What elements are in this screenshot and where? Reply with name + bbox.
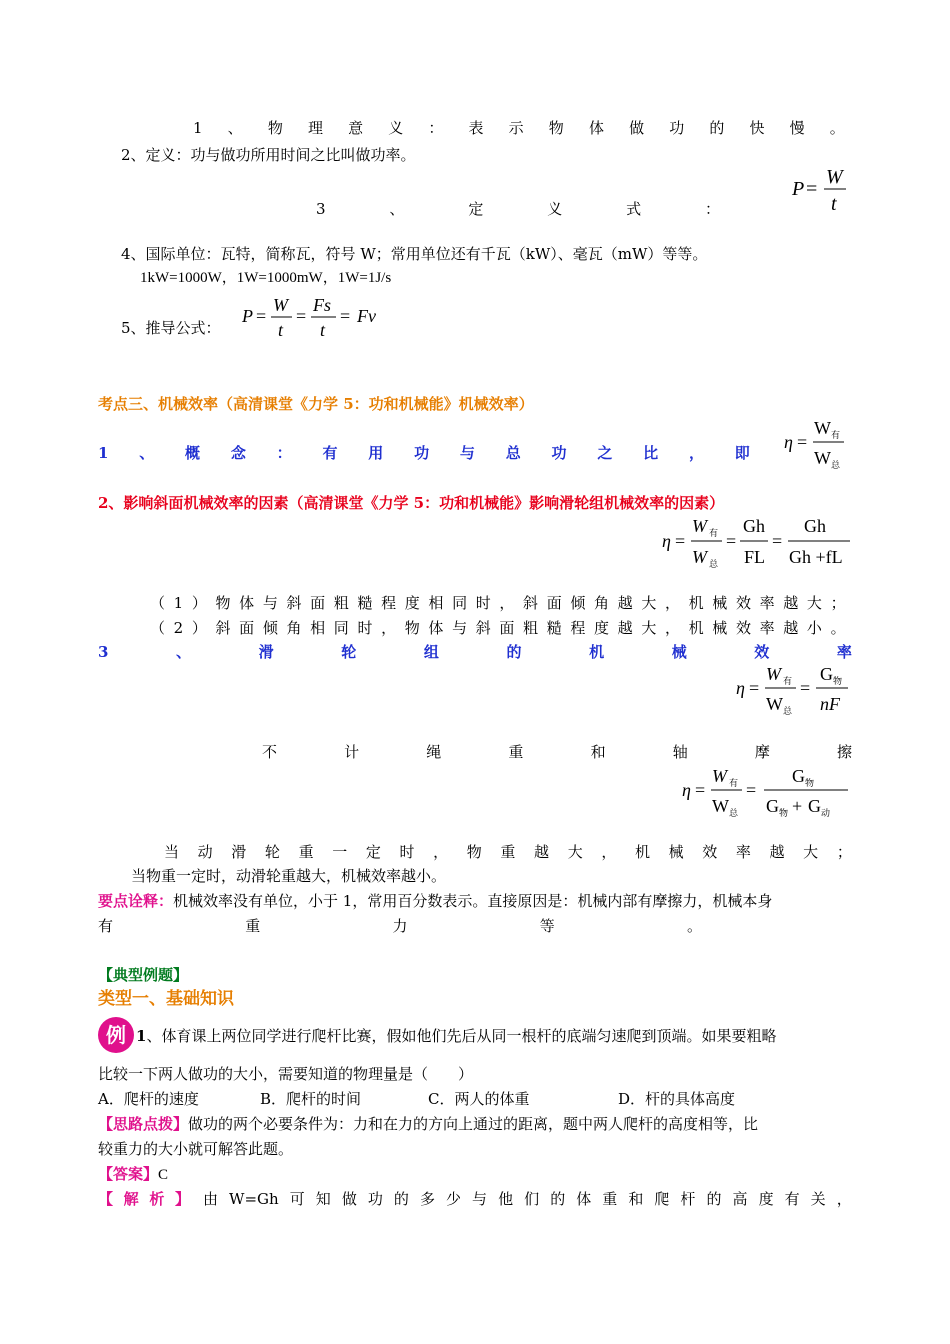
svg-text:Gh +fL: Gh +fL bbox=[789, 547, 843, 567]
char: 体 bbox=[588, 119, 604, 137]
question-line-1 bbox=[136, 1026, 776, 1046]
char: 越 bbox=[783, 619, 799, 637]
char: 的 bbox=[393, 1190, 409, 1208]
svg-text:Fv: Fv bbox=[357, 306, 376, 326]
char: W=Gh bbox=[229, 1190, 279, 1208]
concept-line bbox=[98, 443, 750, 463]
char: 计 bbox=[344, 743, 360, 761]
svg-text:η: η bbox=[682, 780, 691, 800]
char: 、 bbox=[176, 643, 192, 661]
char: 等 bbox=[539, 917, 555, 935]
char: 定 bbox=[468, 200, 484, 218]
char: 重 bbox=[602, 1190, 618, 1208]
char: 定 bbox=[365, 843, 381, 861]
char: 与 bbox=[452, 619, 468, 637]
char: 的 bbox=[706, 1190, 722, 1208]
char: 3 bbox=[98, 643, 109, 661]
no-weight-line bbox=[262, 742, 852, 762]
svg-text:=: = bbox=[746, 780, 757, 800]
char: ） bbox=[191, 594, 207, 612]
svg-text:W: W bbox=[712, 796, 729, 816]
note-line bbox=[98, 891, 772, 911]
example-badge-icon: 例 bbox=[98, 1017, 134, 1053]
char: 粗 bbox=[523, 619, 539, 637]
char: ， bbox=[499, 594, 515, 612]
char: 率 bbox=[759, 594, 775, 612]
svg-text:η: η bbox=[784, 432, 793, 452]
char: 不 bbox=[262, 743, 278, 761]
svg-text:W: W bbox=[692, 516, 707, 536]
f-t: t bbox=[831, 193, 837, 215]
answer-value: C bbox=[158, 1167, 169, 1183]
char: 。 bbox=[829, 119, 845, 137]
char: 效 bbox=[735, 619, 751, 637]
char: 3 bbox=[316, 200, 326, 218]
char: 相 bbox=[428, 594, 444, 612]
char: 念 bbox=[230, 444, 246, 462]
char: 度 bbox=[758, 1190, 774, 1208]
svg-text:G: G bbox=[766, 796, 779, 816]
char: 效 bbox=[702, 843, 718, 861]
char: 之 bbox=[597, 444, 613, 462]
char: 关 bbox=[810, 1190, 826, 1208]
char: 绳 bbox=[426, 743, 442, 761]
char: 即 bbox=[734, 444, 750, 462]
char: 大 bbox=[567, 843, 583, 861]
formula-pulley-efficiency bbox=[734, 660, 852, 718]
char: 一 bbox=[332, 843, 348, 861]
char: 机 bbox=[589, 643, 605, 661]
char: 功 bbox=[669, 119, 685, 137]
svg-text:=: = bbox=[256, 306, 267, 326]
char: 与 bbox=[472, 1190, 488, 1208]
char: 物 bbox=[404, 619, 420, 637]
char: 与 bbox=[459, 444, 475, 462]
char: 的 bbox=[506, 643, 522, 661]
factors-heading: 2、影响斜面机械效率的因素（高清课堂《力学 5：功和机械能》影响滑轮组机械效率的因素） bbox=[98, 494, 725, 512]
char: 相 bbox=[310, 619, 326, 637]
char: 、 bbox=[389, 200, 405, 218]
char: 效 bbox=[735, 594, 751, 612]
svg-text:Gh: Gh bbox=[743, 516, 765, 536]
char: 】 bbox=[174, 1190, 190, 1208]
char: 概 bbox=[185, 444, 201, 462]
option-c: C．两人的体重 bbox=[428, 1090, 530, 1108]
formula-pulley-ideal bbox=[680, 762, 852, 820]
svg-text:W: W bbox=[814, 418, 831, 438]
char: 1 bbox=[173, 594, 184, 612]
char: 1 bbox=[193, 119, 203, 137]
char: 爬 bbox=[654, 1190, 670, 1208]
svg-text:有: 有 bbox=[729, 779, 739, 789]
char: 越 bbox=[783, 594, 799, 612]
formula-power-definition bbox=[790, 162, 850, 216]
svg-text:Gh: Gh bbox=[804, 516, 826, 536]
power-line-4: 4、国际单位：瓦特，简称瓦，符号 W；常用单位还有千瓦（kW）、毫瓦（mW）等等。 bbox=[121, 245, 708, 263]
char: 小 bbox=[806, 619, 822, 637]
svg-text:W: W bbox=[814, 448, 831, 468]
char: 物 bbox=[267, 119, 283, 137]
formula-power-derived bbox=[240, 292, 390, 342]
char: 轴 bbox=[672, 743, 688, 761]
char: 用 bbox=[368, 444, 384, 462]
char: 2 bbox=[173, 619, 184, 637]
char: 和 bbox=[590, 743, 606, 761]
svg-text:=: = bbox=[749, 678, 760, 698]
char: 高 bbox=[732, 1190, 748, 1208]
char: 力 bbox=[392, 917, 408, 935]
char: 析 bbox=[149, 1190, 165, 1208]
char: 同 bbox=[333, 619, 349, 637]
char: ； bbox=[830, 594, 846, 612]
char: 度 bbox=[594, 619, 610, 637]
char: （ bbox=[150, 594, 166, 612]
svg-text:动: 动 bbox=[821, 809, 831, 819]
char: 【 bbox=[98, 1190, 114, 1208]
char: 滑 bbox=[258, 643, 274, 661]
char: 表 bbox=[468, 119, 484, 137]
svg-text:=: = bbox=[695, 780, 706, 800]
note-text: 机械效率没有单位，小于 1，常用百分数表示。直接原因是：机械内部有摩擦力，机械本身 bbox=[173, 892, 773, 910]
char: 倾 bbox=[570, 594, 586, 612]
svg-text:Fs: Fs bbox=[313, 295, 331, 315]
char: 越 bbox=[534, 843, 550, 861]
examples-heading: 【典型例题】 bbox=[98, 966, 189, 984]
svg-text:nF: nF bbox=[820, 694, 840, 714]
char: 、 bbox=[227, 119, 243, 137]
analysis-text bbox=[203, 1189, 852, 1209]
svg-text:物: 物 bbox=[779, 809, 789, 819]
options-row bbox=[98, 1089, 798, 1109]
char: 功 bbox=[414, 444, 430, 462]
char: 滑 bbox=[231, 843, 247, 861]
char: 角 bbox=[286, 619, 302, 637]
char: 快 bbox=[749, 119, 765, 137]
char: 时 bbox=[475, 594, 491, 612]
char: 率 bbox=[735, 843, 751, 861]
char: （ bbox=[150, 619, 166, 637]
svg-text:有: 有 bbox=[831, 431, 841, 441]
char: 功 bbox=[367, 1190, 383, 1208]
char: 有 bbox=[98, 917, 114, 935]
char: ， bbox=[688, 444, 704, 462]
char: 斜 bbox=[286, 594, 302, 612]
svg-text:η: η bbox=[662, 531, 671, 551]
char: 率 bbox=[759, 619, 775, 637]
question-text: 、体育课上两位同学进行爬杆比赛，假如他们先后从同一根杆的底端匀速爬到顶端。如果要粗略 bbox=[146, 1027, 777, 1045]
char: 慢 bbox=[789, 119, 805, 137]
char: 1 bbox=[98, 444, 109, 462]
char: ， bbox=[664, 619, 680, 637]
char: 倾 bbox=[262, 619, 278, 637]
char: 越 bbox=[769, 843, 785, 861]
svg-text:G: G bbox=[792, 766, 805, 786]
power-line-4b: 1kW=1000W，1W=1000mW，1W=1J/s bbox=[140, 270, 392, 286]
question-number: 1 bbox=[136, 1027, 147, 1045]
char: 。 bbox=[830, 619, 846, 637]
char: ， bbox=[433, 843, 449, 861]
char: 摩 bbox=[754, 743, 770, 761]
char: 体 bbox=[239, 594, 255, 612]
char: 由 bbox=[203, 1190, 219, 1208]
char: 越 bbox=[617, 594, 633, 612]
char: 物 bbox=[548, 119, 564, 137]
char: 体 bbox=[576, 1190, 592, 1208]
char: 大 bbox=[641, 619, 657, 637]
option-a: A．爬杆的速度 bbox=[98, 1090, 199, 1108]
char: 示 bbox=[508, 119, 524, 137]
svg-text:=: = bbox=[340, 306, 351, 326]
char: 。 bbox=[686, 917, 702, 935]
power-line-3 bbox=[316, 199, 720, 219]
char: 大 bbox=[641, 594, 657, 612]
char: 时 bbox=[357, 619, 373, 637]
char: 机 bbox=[688, 594, 704, 612]
power-line-5: 5、推导公式： bbox=[121, 319, 221, 337]
char: 斜 bbox=[215, 619, 231, 637]
svg-text:FL: FL bbox=[744, 547, 766, 567]
formula-incline-efficiency bbox=[660, 512, 852, 570]
note-line-2 bbox=[98, 916, 702, 936]
char: 意 bbox=[348, 119, 364, 137]
char: 械 bbox=[668, 843, 684, 861]
svg-text:W: W bbox=[766, 694, 783, 714]
factor-2 bbox=[150, 618, 846, 638]
svg-text:P: P bbox=[242, 306, 253, 326]
char: 轮 bbox=[264, 843, 280, 861]
char: 大 bbox=[803, 843, 819, 861]
char: 机 bbox=[634, 843, 650, 861]
char: 角 bbox=[594, 594, 610, 612]
char: 功 bbox=[551, 444, 567, 462]
char: 与 bbox=[262, 594, 278, 612]
char: 机 bbox=[688, 619, 704, 637]
char: 度 bbox=[404, 594, 420, 612]
char: 的 bbox=[550, 1190, 566, 1208]
char: 可 bbox=[289, 1190, 305, 1208]
when-line-2: 当物重一定时，动滑轮重越大，机械效率越小。 bbox=[131, 867, 447, 885]
svg-text:W: W bbox=[712, 766, 727, 786]
svg-text:总: 总 bbox=[831, 461, 841, 471]
char: ： bbox=[276, 444, 292, 462]
char: ： bbox=[428, 119, 444, 137]
svg-text:有: 有 bbox=[709, 529, 719, 539]
svg-text:=: = bbox=[675, 531, 686, 551]
char: 程 bbox=[570, 619, 586, 637]
svg-text:=: = bbox=[726, 531, 737, 551]
option-d: D．杆的具体高度 bbox=[618, 1090, 736, 1108]
char: 的 bbox=[709, 119, 725, 137]
svg-text:总: 总 bbox=[709, 560, 719, 570]
svg-text:=: = bbox=[797, 432, 808, 452]
char: ： bbox=[704, 200, 720, 218]
char: 面 bbox=[310, 594, 326, 612]
svg-text:总: 总 bbox=[729, 809, 739, 819]
char: ， bbox=[836, 1190, 852, 1208]
svg-text:总: 总 bbox=[783, 707, 793, 717]
section3-heading: 考点三、机械效率（高清课堂《力学 5：功和机械能》机械效率） bbox=[98, 395, 534, 413]
hint-line-1 bbox=[98, 1114, 758, 1134]
char: 少 bbox=[446, 1190, 462, 1208]
factor-1 bbox=[150, 593, 846, 613]
hint-line-2: 较重力的大小就可解答此题。 bbox=[98, 1140, 294, 1158]
svg-text:W: W bbox=[273, 295, 288, 315]
hint-label: 【思路点拨】 bbox=[98, 1115, 189, 1133]
char: 面 bbox=[239, 619, 255, 637]
char: 们 bbox=[524, 1190, 540, 1208]
char: ； bbox=[836, 843, 852, 861]
char: 有 bbox=[322, 444, 338, 462]
answer-label: 【答案】 bbox=[98, 1165, 159, 1183]
char: 斜 bbox=[475, 619, 491, 637]
option-b: B．爬杆的时间 bbox=[260, 1090, 362, 1108]
question-line-2: 比较一下两人做功的大小，需要知道的物理量是（ ） bbox=[98, 1065, 474, 1083]
char: 大 bbox=[806, 594, 822, 612]
char: 理 bbox=[307, 119, 323, 137]
power-line-2: 2、定义：功与做功所用时间之比叫做功率。 bbox=[121, 146, 416, 164]
svg-text:=: = bbox=[296, 306, 307, 326]
note-label: 要点诠释： bbox=[98, 892, 174, 910]
char: 义 bbox=[547, 200, 563, 218]
svg-text:物: 物 bbox=[805, 779, 815, 789]
char: 做 bbox=[341, 1190, 357, 1208]
char: 面 bbox=[546, 594, 562, 612]
char: 重 bbox=[245, 917, 261, 935]
char: 杆 bbox=[680, 1190, 696, 1208]
f-W: W bbox=[826, 166, 843, 188]
svg-text:G: G bbox=[820, 664, 833, 684]
char: 械 bbox=[671, 643, 687, 661]
char: 总 bbox=[505, 444, 521, 462]
when-line-1 bbox=[164, 842, 852, 862]
char: 械 bbox=[712, 594, 728, 612]
char: ， bbox=[664, 594, 680, 612]
svg-text:=: = bbox=[772, 531, 783, 551]
char: 做 bbox=[629, 119, 645, 137]
svg-text:G: G bbox=[808, 796, 821, 816]
formula-efficiency-concept bbox=[782, 412, 848, 472]
char: 式 bbox=[626, 200, 642, 218]
answer-line bbox=[98, 1164, 168, 1185]
char: ， bbox=[601, 843, 617, 861]
svg-text:t: t bbox=[278, 320, 284, 340]
char: 有 bbox=[784, 1190, 800, 1208]
char: 同 bbox=[452, 594, 468, 612]
hint-text: 做功的两个必要条件为：力和在力的方向上通过的距离，题中两人爬杆的高度相等，比 bbox=[188, 1115, 759, 1133]
char: 重 bbox=[500, 843, 516, 861]
char: ） bbox=[191, 619, 207, 637]
char: 动 bbox=[197, 843, 213, 861]
f-P: P bbox=[792, 178, 805, 200]
char: 糙 bbox=[546, 619, 562, 637]
char: 当 bbox=[164, 843, 180, 861]
char: 义 bbox=[388, 119, 404, 137]
svg-text:η: η bbox=[736, 678, 745, 698]
char: 械 bbox=[712, 619, 728, 637]
char: ， bbox=[381, 619, 397, 637]
svg-text:t: t bbox=[320, 320, 326, 340]
char: 糙 bbox=[357, 594, 373, 612]
char: 体 bbox=[428, 619, 444, 637]
char: 物 bbox=[215, 594, 231, 612]
char: 程 bbox=[381, 594, 397, 612]
svg-text:物: 物 bbox=[833, 677, 843, 687]
svg-text:W: W bbox=[766, 664, 781, 684]
svg-text:=: = bbox=[800, 678, 811, 698]
svg-text:+: + bbox=[792, 796, 803, 816]
svg-text:有: 有 bbox=[783, 677, 793, 687]
analysis-label bbox=[98, 1189, 190, 1209]
char: 重 bbox=[508, 743, 524, 761]
char: 轮 bbox=[341, 643, 357, 661]
char: 比 bbox=[643, 444, 659, 462]
f-eq: = bbox=[806, 178, 818, 200]
char: 率 bbox=[836, 643, 852, 661]
svg-text:W: W bbox=[692, 547, 707, 567]
type1-heading: 类型一、基础知识 bbox=[98, 989, 234, 1009]
char: 粗 bbox=[333, 594, 349, 612]
char: 斜 bbox=[523, 594, 539, 612]
char: 多 bbox=[419, 1190, 435, 1208]
char: 重 bbox=[298, 843, 314, 861]
char: 和 bbox=[628, 1190, 644, 1208]
char: 解 bbox=[123, 1190, 139, 1208]
char: 他 bbox=[498, 1190, 514, 1208]
char: 面 bbox=[499, 619, 515, 637]
char: 知 bbox=[315, 1190, 331, 1208]
char: 效 bbox=[754, 643, 770, 661]
char: 物 bbox=[466, 843, 482, 861]
char: 时 bbox=[399, 843, 415, 861]
pulley-heading bbox=[98, 642, 852, 662]
char: 越 bbox=[617, 619, 633, 637]
char: 组 bbox=[423, 643, 439, 661]
char: 、 bbox=[139, 444, 155, 462]
char: 擦 bbox=[836, 743, 852, 761]
power-line-1 bbox=[193, 118, 845, 138]
